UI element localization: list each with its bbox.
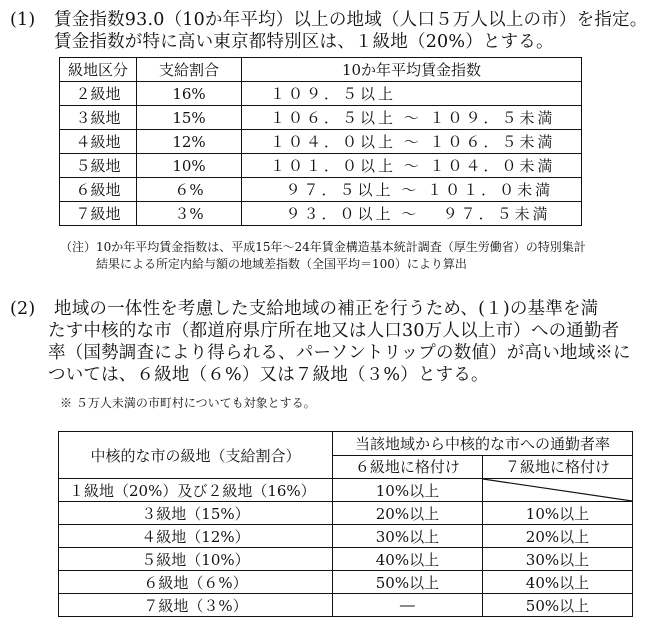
rate-cell: 16% [137,82,242,106]
grade7-rate-cell: 40%以上 [482,571,632,594]
note-line-1: （注）10か年平均賃金指数は、平成15年～24年賃金構造基本統計調査（厚生労働省）の特別集計 [60,240,586,254]
table-row [59,571,633,594]
section2-number: (2) [10,299,36,319]
table-row [59,479,633,502]
grade6-rate-cell: 10%以上 [332,479,482,502]
table-row [60,178,582,202]
grade-cell: ７級地 [60,202,137,226]
rate-cell: 15% [137,106,242,130]
grade7-rate-cell: 50%以上 [482,594,632,617]
grade-cell: ４級地 [60,130,137,154]
grade6-rate-cell: 20%以上 [332,502,482,525]
table-header-row [60,58,582,82]
diagonal-line [483,479,632,501]
table-row [60,106,582,130]
wage-index-note [60,239,650,273]
section1-number: (1) [10,10,36,30]
index-cell: ９７．５以上 ～ １０１．０未満 [242,178,582,202]
table-row [60,82,582,106]
header-grade7: ７級地に格付け [482,455,632,479]
grade7-rate-cell: 10%以上 [482,502,632,525]
table-row [59,548,633,571]
section2-paragraph [10,298,650,386]
index-cell: １０６．５以上 ～ １０９．５未満 [242,106,582,130]
header-wage-index: 10か年平均賃金指数 [242,58,582,82]
empty-diagonal-cell [482,479,632,502]
note-line-2: 結果による所定内給与額の地域差指数（全国平均＝100）により算出 [96,257,467,271]
table-row [60,130,582,154]
grade-table [59,57,582,226]
core-grade-cell: ４級地（12%） [59,525,333,548]
grade-cell: ６級地 [60,178,137,202]
header-commuter-rate: 当該地域から中核的な市への通勤者率 [332,432,632,456]
header-core-city-grade: 中核的な市の級地（支給割合） [59,432,333,479]
grade7-rate-cell: 20%以上 [482,525,632,548]
grade7-rate-cell: 30%以上 [482,548,632,571]
core-grade-cell: ６級地（６%） [59,571,333,594]
table-row [60,154,582,178]
section2-line-2: たす中核的な市（都道府県庁所在地又は人口30万人以上市）への通勤者 [48,321,620,341]
section1-line-1: 賃金指数93.0（10か年平均）以上の地域（人口５万人以上の市）を指定。 [54,10,648,30]
grade-cell: ３級地 [60,106,137,130]
grade6-rate-cell: ― [332,594,482,617]
grade-cell: ２級地 [60,82,137,106]
table-row [59,502,633,525]
section1-paragraph [10,9,650,53]
section2-line-1: 地域の一体性を考慮した支給地域の補正を行うため、(１)の基準を満 [54,299,599,319]
index-cell: １０９．５以上 [242,82,582,106]
grade6-rate-cell: 40%以上 [332,548,482,571]
index-cell: １０１．０以上 ～ １０４．０未満 [242,154,582,178]
table-row [60,202,582,226]
header-grade6: ６級地に格付け [332,455,482,479]
rate-cell: 12% [137,130,242,154]
table-row [59,594,633,617]
commuter-rate-table [58,431,633,617]
section2-footnote: ※ ５万人未満の市町村についても対象とする。 [60,396,316,410]
core-grade-cell: ５級地（10%） [59,548,333,571]
index-cell: ９３．０以上 ～ ９７．５未満 [242,202,582,226]
core-grade-cell: ７級地（３%） [59,594,333,617]
grade-cell: ５級地 [60,154,137,178]
grade6-rate-cell: 50%以上 [332,571,482,594]
rate-cell: ３% [137,202,242,226]
section2-line-4: ついては、６級地（６%）又は７級地（３%）とする。 [48,365,489,385]
core-grade-cell: １級地（20%）及び２級地（16%） [59,479,333,502]
header-rate: 支給割合 [137,58,242,82]
grade6-rate-cell: 30%以上 [332,525,482,548]
table-header-row [59,432,633,456]
rate-cell: 10% [137,154,242,178]
section1-line-2: 賃金指数が特に高い東京都特別区は、１級地（20%）とする。 [54,32,554,52]
core-grade-cell: ３級地（15%） [59,502,333,525]
table-row [59,525,633,548]
section2-line-3: 率（国勢調査により得られる、パーソントリップの数値）が高い地域※に [48,343,631,363]
index-cell: １０４．０以上 ～ １０６．５未満 [242,130,582,154]
rate-cell: ６% [137,178,242,202]
header-grade: 級地区分 [60,58,137,82]
